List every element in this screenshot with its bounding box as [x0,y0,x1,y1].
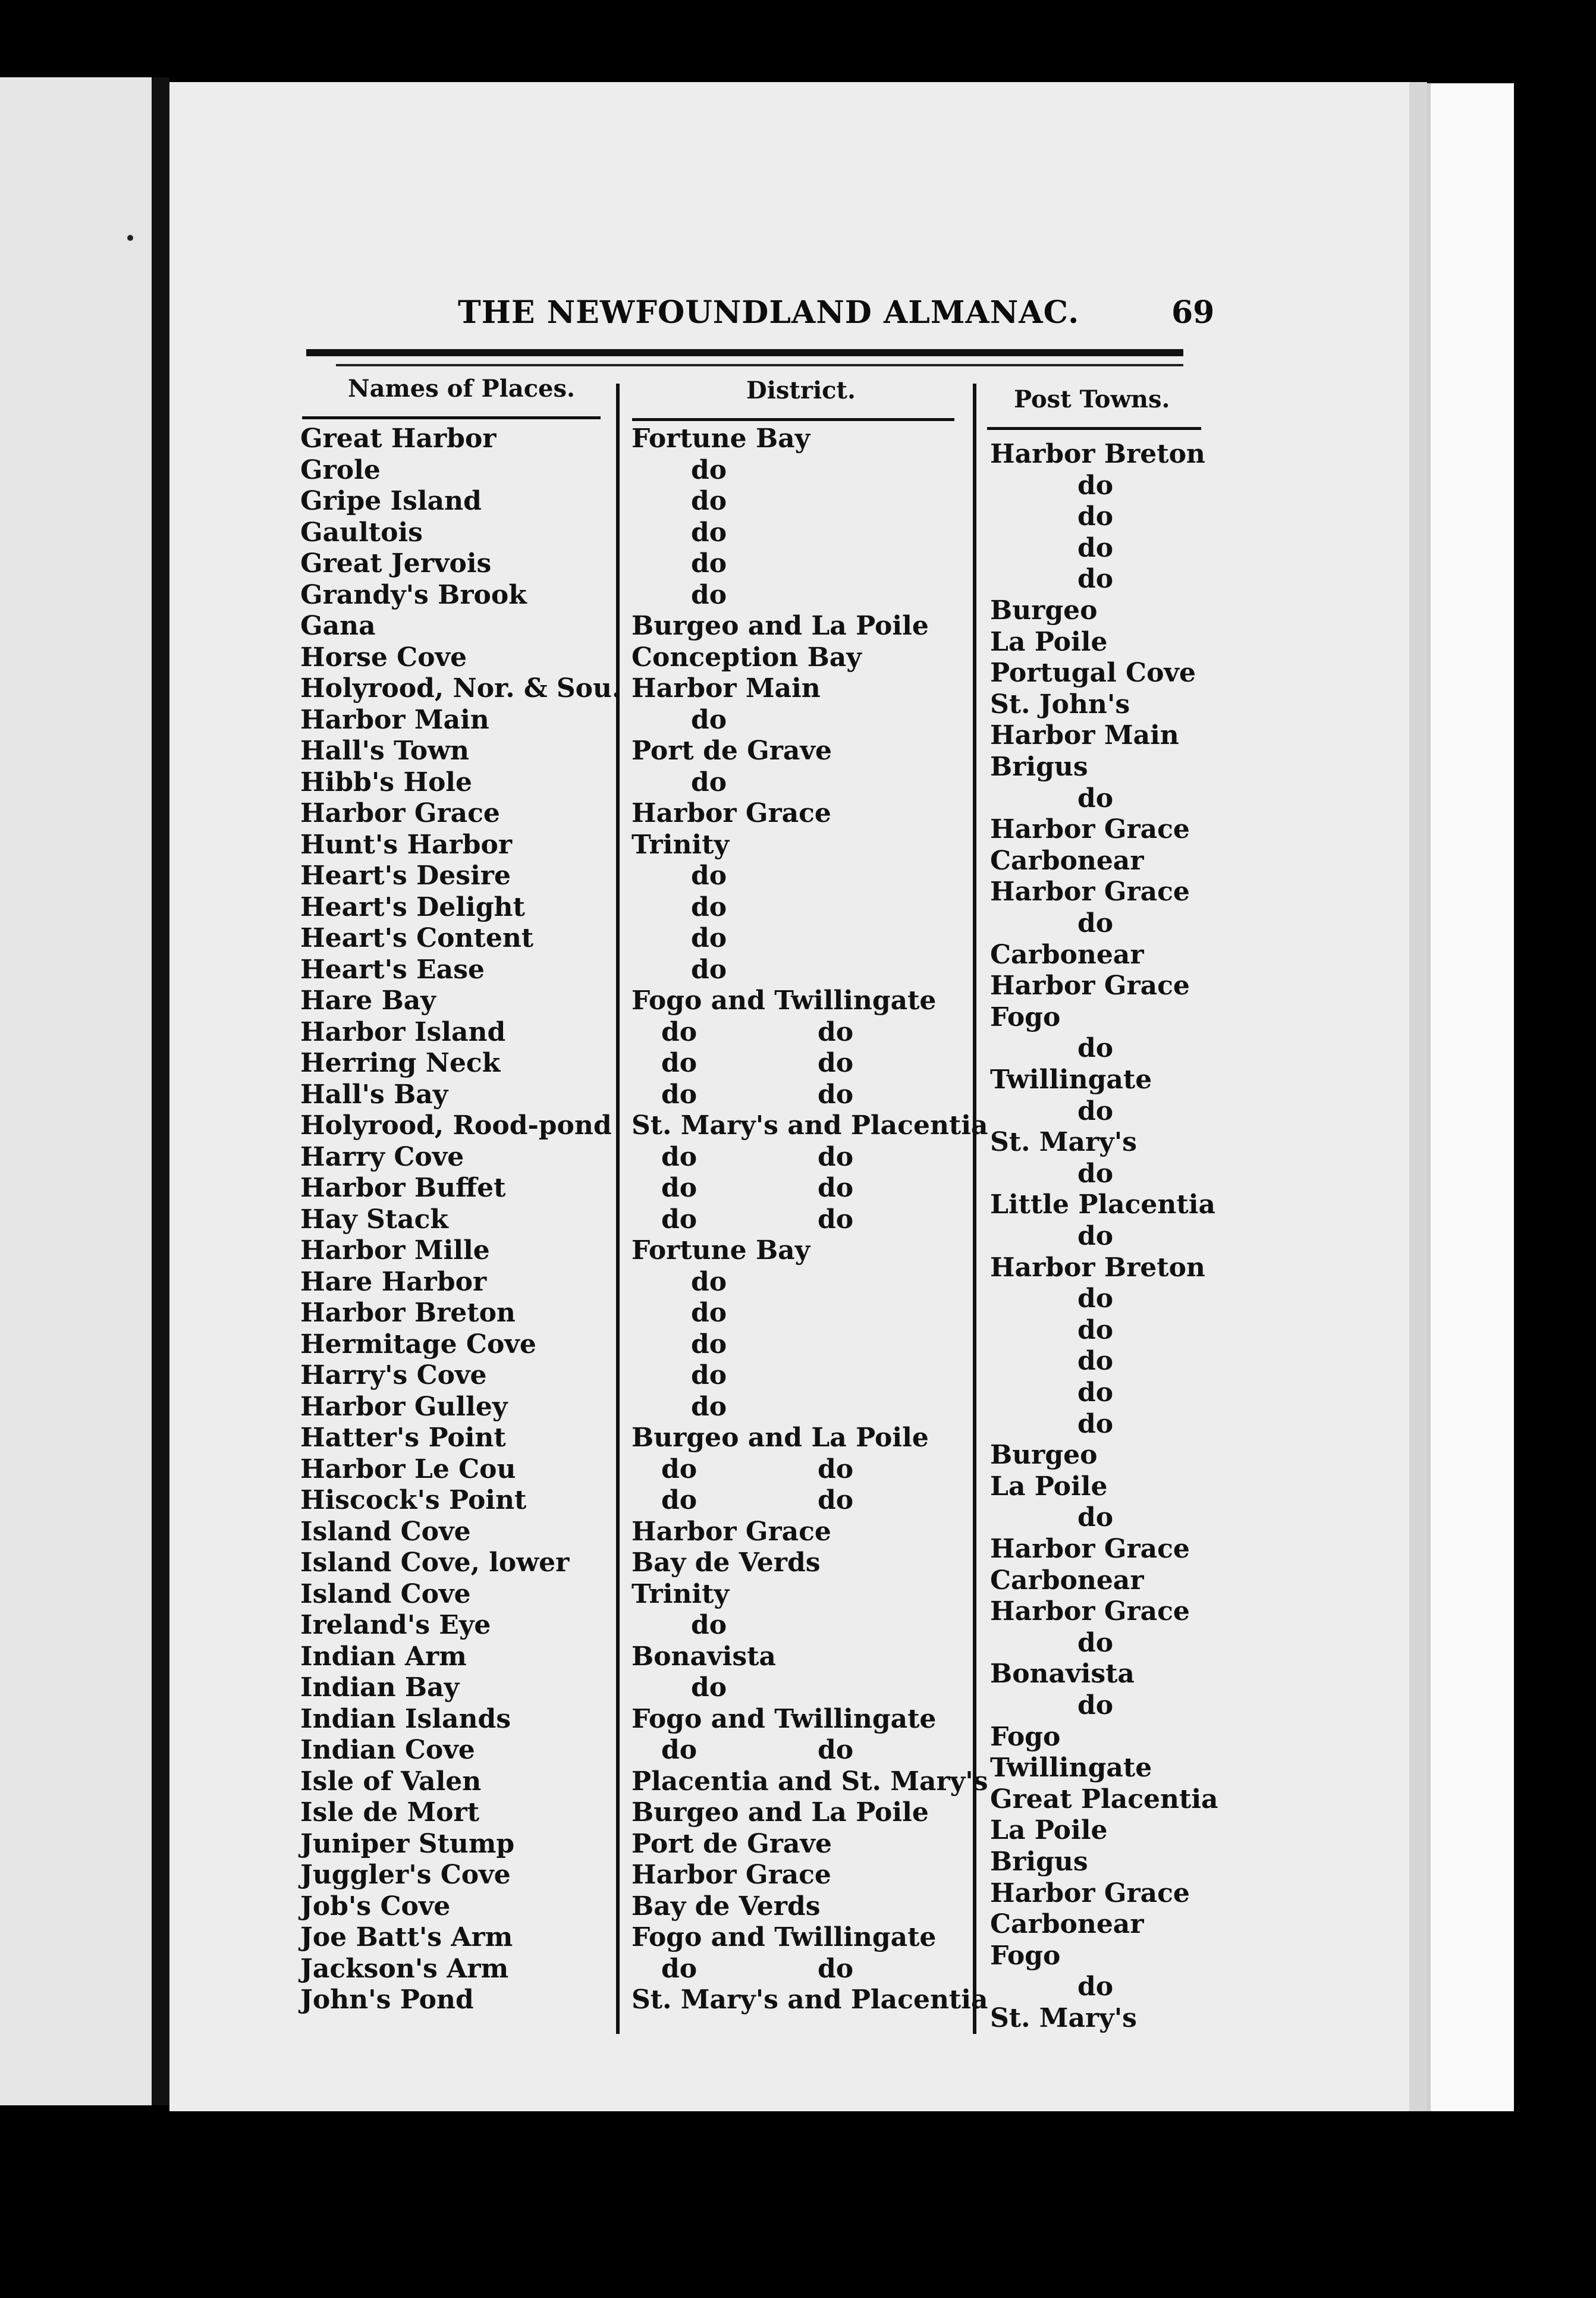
post-town: La Poile [990,627,1108,657]
post-town: do [1077,1221,1114,1251]
district-ditto: do [818,1173,854,1203]
district-ditto: do [818,1454,854,1484]
place-name: Hare Harbor [300,1267,487,1297]
district-name: do [691,1329,727,1360]
place-name: Ireland's Eye [300,1610,491,1640]
place-name: Hermitage Cove [300,1329,536,1360]
post-town: Twillingate [990,1065,1152,1095]
district-name: do [691,705,727,735]
post-town: Burgeo [990,1440,1098,1470]
post-town: Burgeo [990,595,1098,626]
district-ditto: do [818,1142,854,1172]
place-name: Heart's Desire [300,861,511,891]
place-name: Hall's Town [300,736,469,766]
district-ditto: do [818,1735,854,1765]
district-header-rule [632,418,954,421]
district-name: Trinity [632,830,730,860]
place-name: Isle de Mort [300,1797,480,1828]
place-name: Harbor Main [300,705,489,735]
place-name: John's Pond [300,1985,474,2015]
post-town: Carbonear [990,1909,1144,1939]
post-town: Twillingate [990,1753,1152,1783]
names-header-rule [302,416,601,419]
book-gutter [152,77,169,2105]
place-name: Hay Stack [300,1204,448,1235]
place-name: Herring Neck [300,1048,501,1078]
place-name: Gripe Island [300,486,482,516]
post-town: Harbor Grace [990,1878,1190,1908]
district-name: do [691,455,727,485]
place-name: Great Jervois [300,548,492,579]
district-name: Bonavista [632,1641,776,1672]
place-name: Holyrood, Nor. & Sou. [300,673,621,704]
district-name: do [661,1735,698,1765]
place-name: Harry's Cove [300,1360,487,1390]
place-name: Island Cove, lower [300,1547,570,1578]
place-name: Harbor Breton [300,1298,516,1328]
post-town: Harbor Breton [990,1252,1205,1283]
place-name: Indian Bay [300,1672,460,1703]
post-town: do [1077,564,1114,594]
post-town: St. John's [990,689,1130,720]
district-name: do [691,580,727,610]
district-name: do [691,955,727,985]
place-name: Joe Batt's Arm [300,1922,513,1952]
district-name: Port de Grave [632,736,832,766]
district-name: Harbor Grace [632,798,831,828]
post-town: do [1077,1283,1114,1314]
district-ditto: do [818,1079,854,1110]
place-name: Grandy's Brook [300,580,527,610]
place-name: Indian Islands [300,1704,511,1734]
place-name: Indian Cove [300,1735,475,1765]
district-name: do [691,548,727,579]
post-town: do [1077,1346,1114,1376]
column-separator-1 [616,384,620,2034]
column-header-names: Names of Places. [348,375,575,403]
post-town: Carbonear [990,940,1144,970]
place-name: Harbor Grace [300,798,500,828]
place-name: Harry Cove [300,1142,464,1172]
post-towns-header-rule [987,427,1201,430]
place-name: Harbor Mille [300,1235,490,1266]
column-header-post-towns: Post Towns. [1014,385,1170,413]
district-name: Trinity [632,1579,730,1609]
district-name: do [661,1173,698,1203]
district-name: Bay de Verds [632,1547,821,1578]
post-town: Fogo [990,1941,1061,1971]
place-name: Island Cove [300,1579,471,1609]
district-name: Conception Bay [632,642,862,673]
district-name: do [661,1954,698,1984]
place-name: Gana [300,611,376,641]
district-name: do [691,1360,727,1390]
district-name: do [691,861,727,891]
district-name: Fogo and Twillingate [632,985,937,1016]
post-town: Fogo [990,1722,1061,1752]
post-town: do [1077,533,1114,563]
district-name: do [691,767,727,798]
district-name: Bay de Verds [632,1891,821,1922]
place-name: Heart's Ease [300,955,485,985]
place-name: Job's Cove [300,1891,451,1922]
header-rule-thin [336,364,1183,366]
post-town: do [1077,1502,1114,1533]
district-name: do [691,1610,727,1640]
post-town: Harbor Breton [990,439,1205,469]
district-name: do [691,923,727,953]
page-stack-margin [1427,83,1514,2111]
post-town: do [1077,1096,1114,1126]
place-name: Hatter's Point [300,1423,506,1453]
district-name: Fortune Bay [632,423,810,454]
place-name: Hiscock's Point [300,1485,527,1515]
place-name: Heart's Delight [300,892,525,922]
post-town: Little Placentia [990,1189,1215,1220]
place-name: Hibb's Hole [300,767,473,798]
district-name: do [661,1485,698,1515]
post-town: Harbor Grace [990,971,1190,1001]
district-name: do [661,1017,698,1047]
post-town: do [1077,1628,1114,1658]
place-name: Heart's Content [300,923,534,953]
place-name: Island Cove [300,1517,471,1547]
district-name: do [691,1267,727,1297]
post-town: Harbor Grace [990,814,1190,845]
post-town: La Poile [990,1471,1108,1502]
district-name: Fortune Bay [632,1235,810,1266]
post-town: do [1077,783,1114,814]
place-name: Harbor Island [300,1017,506,1047]
district-name: Fogo and Twillingate [632,1922,937,1952]
post-town: Harbor Grace [990,1534,1190,1564]
district-name: Placentia and St. Mary's [632,1766,988,1797]
header-rule-thick [306,349,1183,356]
post-town: do [1077,1159,1114,1189]
district-ditto: do [818,1954,854,1984]
district-name: Port de Grave [632,1829,832,1859]
facing-page-edge [0,77,152,2105]
district-name: Burgeo and La Poile [632,611,929,641]
district-ditto: do [818,1204,854,1235]
district-name: Burgeo and La Poile [632,1797,929,1828]
district-name: do [691,486,727,516]
district-name: Harbor Grace [632,1860,831,1890]
district-name: do [661,1454,698,1484]
post-town: Carbonear [990,846,1144,876]
post-town: Portugal Cove [990,658,1196,688]
district-name: Fogo and Twillingate [632,1704,937,1734]
post-town: do [1077,1033,1114,1063]
post-town: Harbor Grace [990,877,1190,907]
place-name: Hall's Bay [300,1079,448,1110]
post-town: Fogo [990,1002,1061,1032]
place-name: Horse Cove [300,642,467,673]
running-title: THE NEWFOUNDLAND ALMANAC. [458,294,1080,331]
place-name: Holyrood, Rood-pond [300,1110,612,1141]
post-town: do [1077,1690,1114,1721]
post-town: Brigus [990,1847,1088,1877]
place-name: Juniper Stump [300,1829,515,1859]
district-name: do [661,1048,698,1078]
district-name: St. Mary's and Placentia [632,1985,988,2015]
place-name: Indian Arm [300,1641,467,1672]
page-number: 69 [1171,294,1215,331]
place-name: Hare Bay [300,985,436,1016]
post-town: do [1077,1409,1114,1439]
post-town: do [1077,908,1114,938]
post-town: Brigus [990,752,1088,782]
ink-speck [127,235,133,241]
post-town: do [1077,1377,1114,1408]
column-header-district: District. [746,376,856,404]
page-edge-shadow [1409,82,1427,2111]
district-name: Burgeo and La Poile [632,1423,929,1453]
place-name: Harbor Gulley [300,1392,508,1422]
place-name: Great Harbor [300,423,497,454]
district-name: do [691,1298,727,1328]
post-town: Great Placentia [990,1784,1218,1814]
post-town: do [1077,501,1114,532]
district-name: Harbor Main [632,673,821,704]
post-town: Bonavista [990,1659,1135,1689]
district-name: St. Mary's and Placentia [632,1110,988,1141]
post-town: Carbonear [990,1565,1144,1596]
district-name: do [691,517,727,548]
district-ditto: do [818,1048,854,1078]
district-name: do [691,1392,727,1422]
post-town: La Poile [990,1815,1108,1845]
place-name: Grole [300,455,381,485]
post-town: do [1077,1315,1114,1345]
place-name: Hunt's Harbor [300,830,512,860]
district-ditto: do [818,1485,854,1515]
place-name: Isle of Valen [300,1766,482,1797]
place-name: Harbor Buffet [300,1173,506,1203]
post-town: do [1077,1971,1114,2002]
district-name: do [691,892,727,922]
district-name: do [661,1142,698,1172]
district-name: Harbor Grace [632,1517,831,1547]
post-town: do [1077,470,1114,501]
district-name: do [691,1672,727,1703]
district-name: do [661,1204,698,1235]
post-town: Harbor Main [990,720,1179,751]
place-name: Harbor Le Cou [300,1454,516,1484]
district-ditto: do [818,1017,854,1047]
district-name: do [661,1079,698,1110]
post-town: St. Mary's [990,2003,1137,2033]
place-name: Juggler's Cove [300,1860,511,1890]
post-town: St. Mary's [990,1127,1137,1157]
place-name: Gaultois [300,517,423,548]
place-name: Jackson's Arm [300,1954,509,1984]
post-town: Harbor Grace [990,1596,1190,1627]
